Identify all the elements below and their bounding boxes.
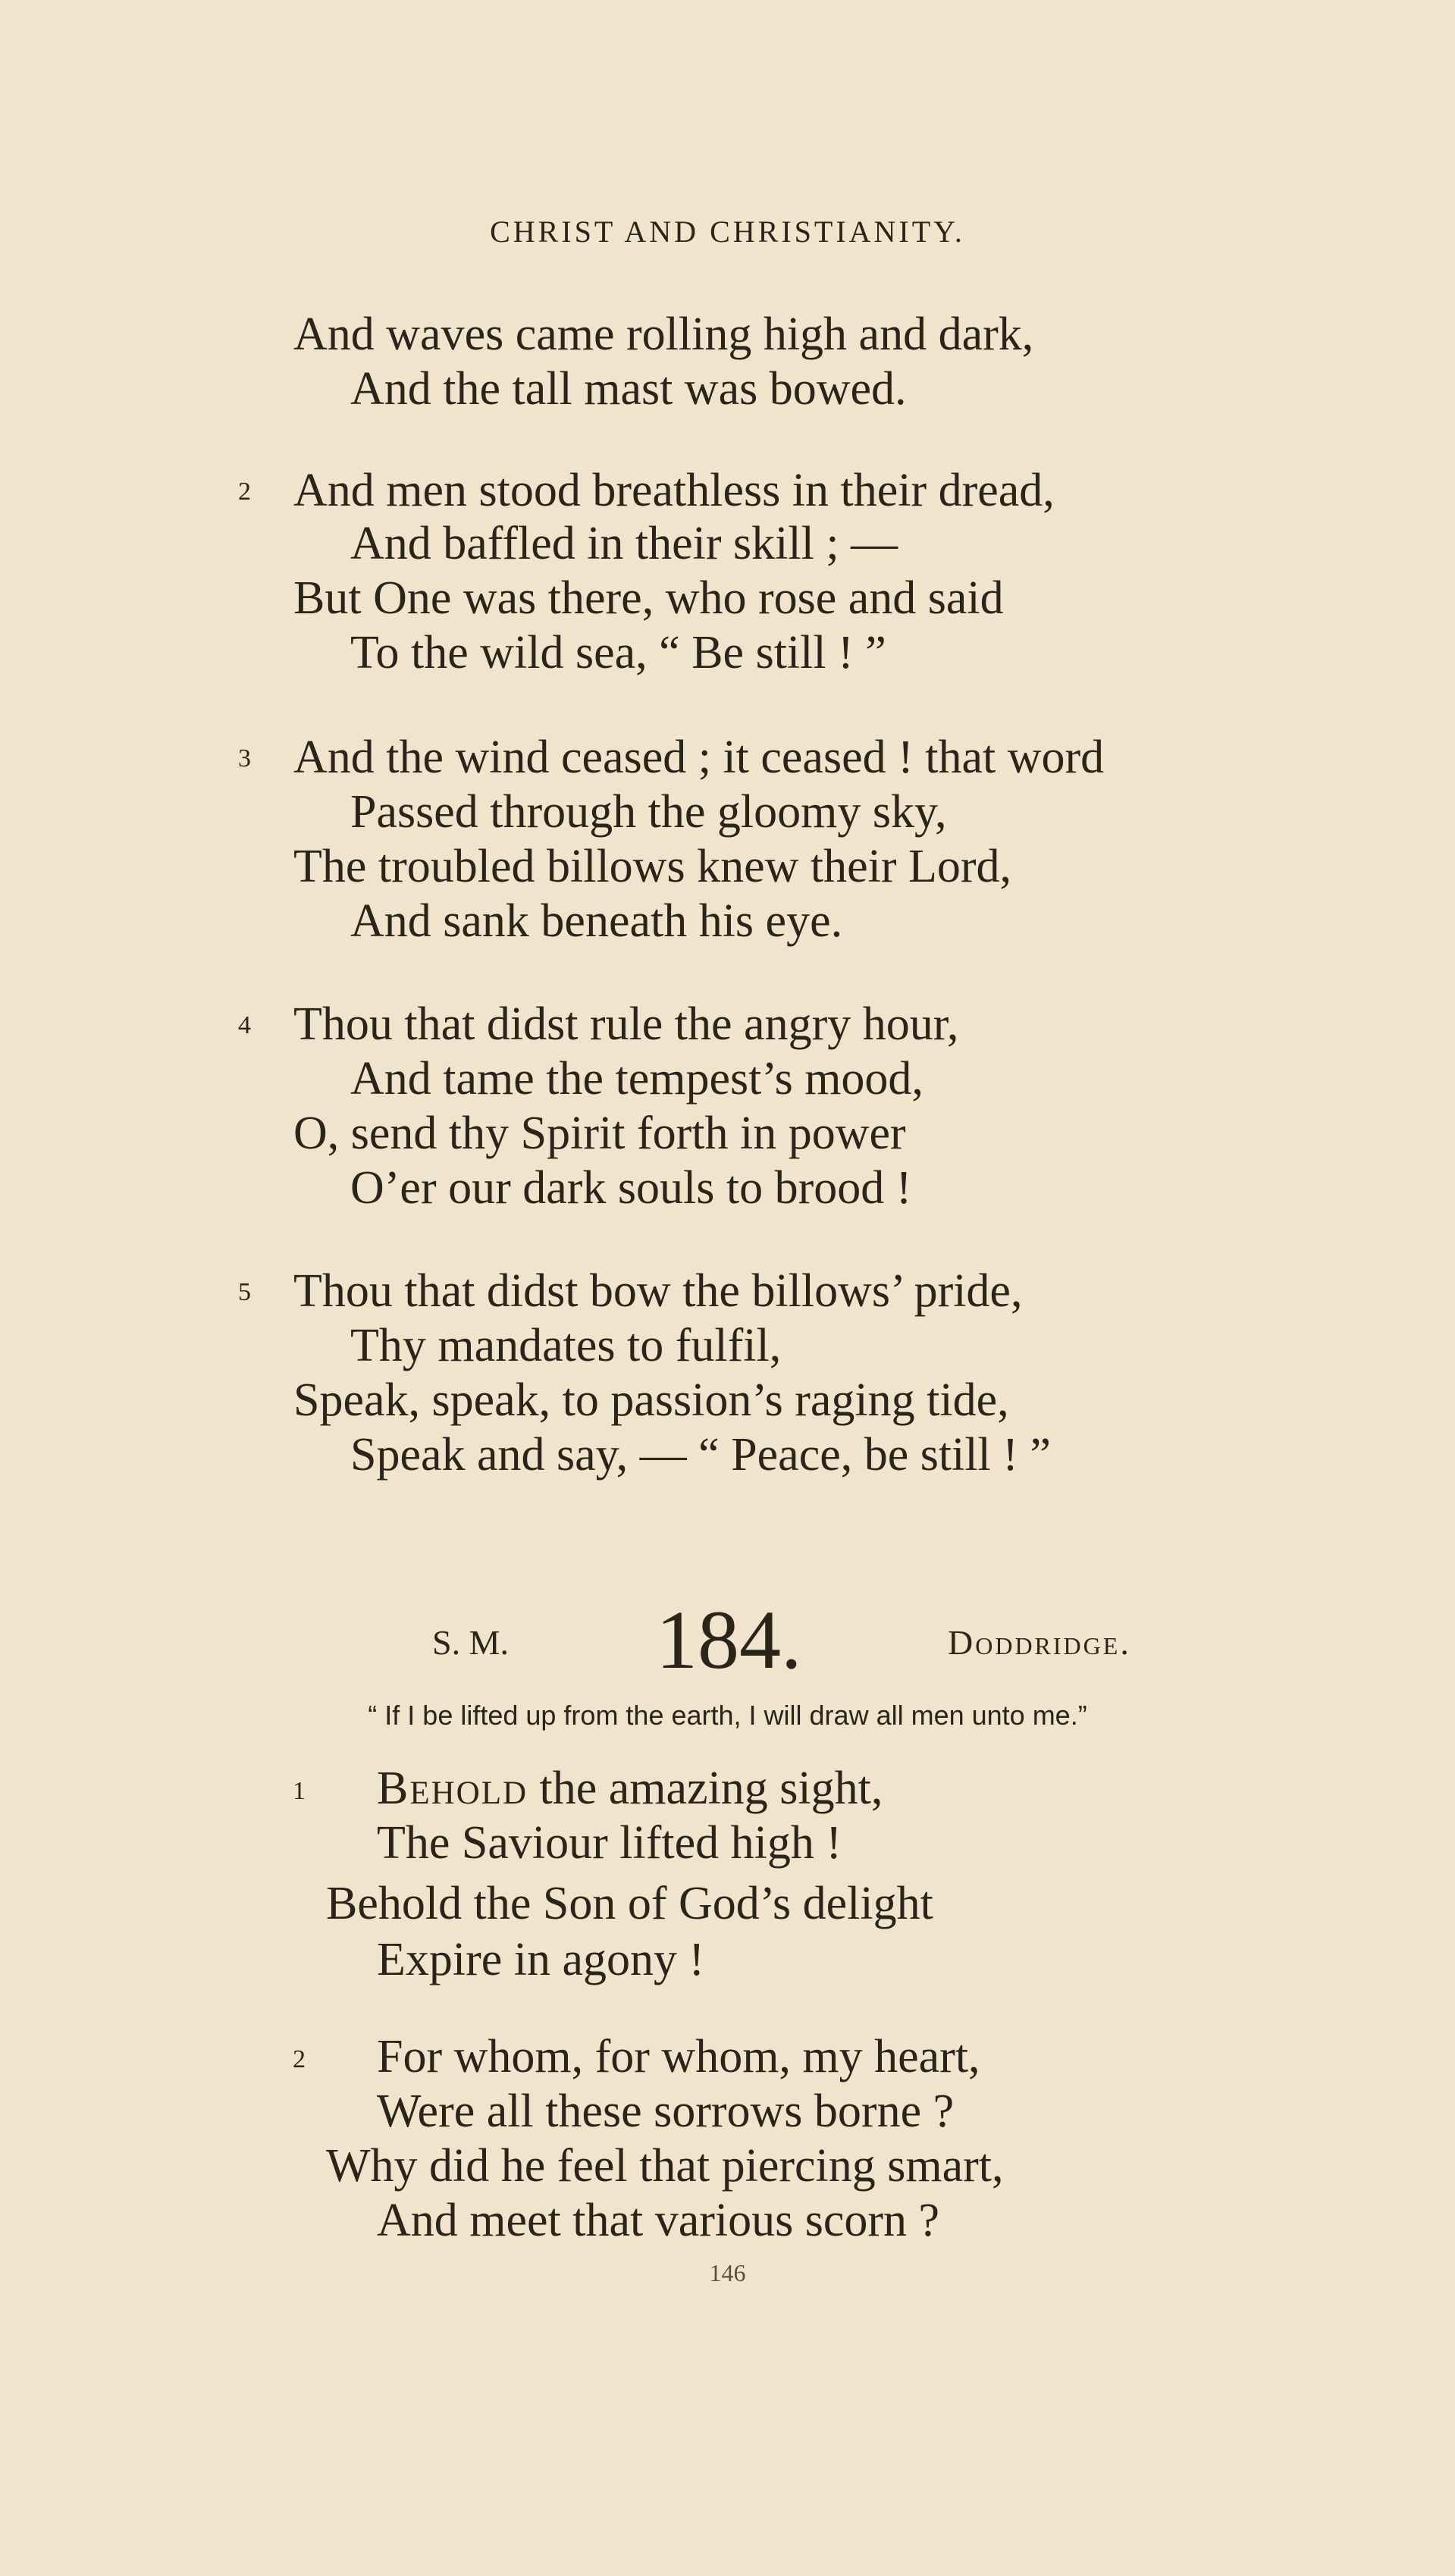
verse-line: To the wild sea, “ Be still ! ” [350,627,886,678]
first-word: Behold [377,1763,528,1814]
verse-line: Speak and say, — “ Peace, be still ! ” [350,1429,1051,1481]
verse-line: Expire in agony ! [377,1934,705,1985]
verse-line: Why did he feel that piercing smart, [326,2140,1004,2192]
stanza-number: 3 [238,744,251,772]
verse-line: And the wind ceased ; it ceased ! that word [293,732,1105,783]
verse-line: The Saviour lifted high ! [377,1817,842,1869]
verse-line: And waves came rolling high and dark, [293,309,1034,360]
stanza-number: 2 [238,478,251,506]
first-line-rest: the amazing sight, [528,1763,883,1814]
verse-line: And meet that various scorn ? [377,2195,940,2246]
verse-line: Thou that didst bow the billows’ pride, [293,1265,1023,1317]
verse-line: And tame the tempest’s mood, [350,1053,923,1105]
stanza-number: 4 [238,1011,251,1039]
verse-line: Speak, speak, to passion’s raging tide, [293,1374,1009,1426]
verse-line: O’er our dark souls to brood ! [350,1162,912,1214]
page-number: 146 [709,2259,746,2286]
stanza-number: 1 [293,1777,306,1805]
verse-line: And sank beneath his eye. [350,895,843,947]
running-head: CHRIST AND CHRISTIANITY. [490,215,965,249]
hymn-meter: S. M. [432,1623,509,1662]
verse-line: For whom, for whom, my heart, [377,2031,980,2082]
verse-line: O, send thy Spirit forth in power [293,1108,906,1159]
verse-line: Thy mandates to fulfil, [350,1320,782,1371]
scripture-epigraph: “ If I be lifted up from the earth, I will draw all men unto me.” [368,1700,1087,1731]
stanza-number: 2 [293,2045,306,2073]
verse-line: And the tall mast was bowed. [350,363,907,415]
verse-line: Behold the Son of God’s delight [326,1878,933,1929]
verse-line: Were all these sorrows borne ? [377,2086,955,2137]
verse-line: And men stood breathless in their dread, [293,465,1055,516]
hymn-author: Doddridge. [948,1623,1131,1662]
verse-line: But One was there, who rose and said [293,572,1004,624]
verse-line: Thou that didst rule the angry hour, [293,998,959,1050]
stanza-number: 5 [238,1278,251,1306]
hymn-number: 184. [656,1594,802,1686]
verse-line [377,1765,883,1812]
verse-line: The troubled billows knew their Lord, [293,841,1012,892]
verse-line: And baffled in their skill ; — [350,518,898,569]
verse-line: Passed through the gloomy sky, [350,786,947,838]
